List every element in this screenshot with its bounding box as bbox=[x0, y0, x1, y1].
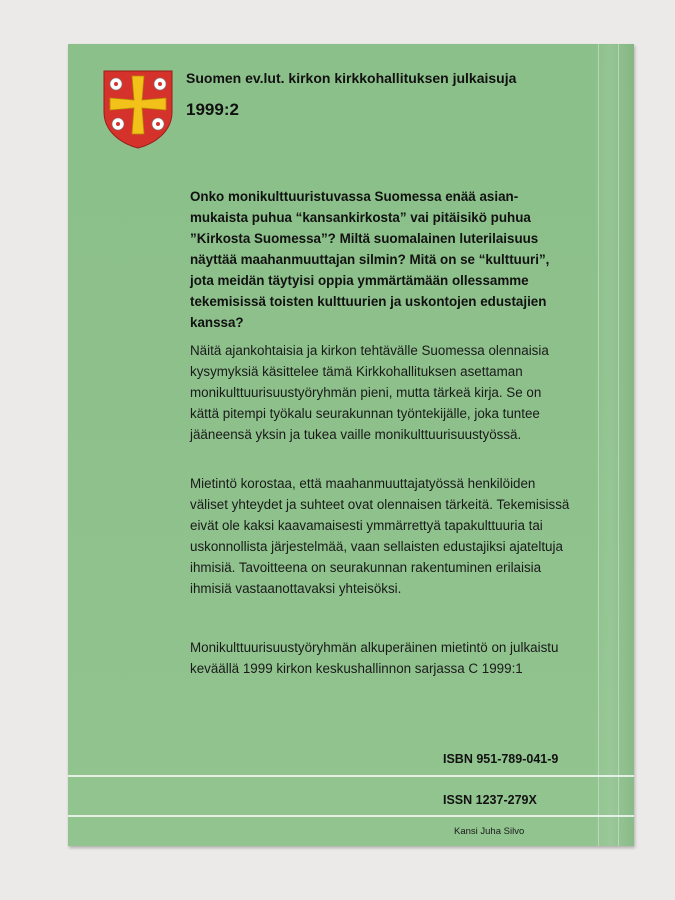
fold-line bbox=[618, 44, 619, 846]
intro-paragraph bbox=[190, 186, 570, 333]
church-coat-of-arms-icon bbox=[102, 68, 174, 150]
paragraph-text: Monikulttuurisuustyöryhmän alkuperäinen mietintö on julkaistu keväällä 1999 kirkon keskushallinnon sarjassa C 1999:1 bbox=[190, 640, 559, 676]
divider bbox=[68, 775, 634, 777]
paragraph-text: Onko monikulttuuristuvassa Suomessa enää asianmukaista puhua “kansankirkosta” vai pitäisikö puhua ”Kirkosta Suomessa”? Miltä suomalainen luterilaisuus näyttää maahanmuuttajan silmin? Mitä on se “kulttuuri”, jota meidän täytyisi oppia ymmärtämään ollessamme tekemisissä toisten kulttuurien ja uskontojen edustajien kanssa? bbox=[190, 189, 550, 330]
issn-number: ISSN 1237-279X bbox=[443, 793, 537, 807]
divider bbox=[68, 815, 634, 817]
body-paragraph bbox=[190, 473, 570, 599]
paragraph-text: Mietintö korostaa, että maahanmuuttajatyössä henkilöiden väliset yhteydet ja suhteet ovat olennaisen tärkeitä. Tekemisissä eivät ole kaksi kaavamaisesti ymmärrettyä tapakulttuuria tai uskonnollista järjestelmää, vaan sellaisten edustajiksi ajateltuja ihmisiä. Tavoitteena on seurakunnan rakentuminen erilaisia ihmisiä vastaanottavaksi yhteisöksi. bbox=[190, 476, 570, 596]
cover-fold bbox=[594, 44, 634, 846]
cover-credit: Kansi Juha Silvo bbox=[454, 826, 525, 837]
paragraph-text: Näitä ajankohtaisia ja kirkon tehtävälle Suomessa olennaisia kysymyksiä käsittelee tämä Kirkkohallituksen asettaman monikulttuurisuustyöryhmän pieni, mutta tärkeä kirja. Se on kättä pitempi työkalu seurakunnan työntekijälle, joka tuntee jääneensä yksin ja tukea vaille monikulttuurisuustyössä. bbox=[190, 343, 549, 442]
body-paragraph bbox=[190, 340, 570, 445]
publisher-line: Suomen ev.lut. kirkon kirkkohallituksen julkaisuja bbox=[186, 70, 517, 86]
back-cover bbox=[68, 44, 634, 846]
body-paragraph bbox=[190, 637, 570, 679]
series-code: 1999:2 bbox=[186, 100, 239, 119]
isbn-number: ISBN 951-789-041-9 bbox=[443, 752, 559, 766]
fold-line bbox=[598, 44, 599, 846]
